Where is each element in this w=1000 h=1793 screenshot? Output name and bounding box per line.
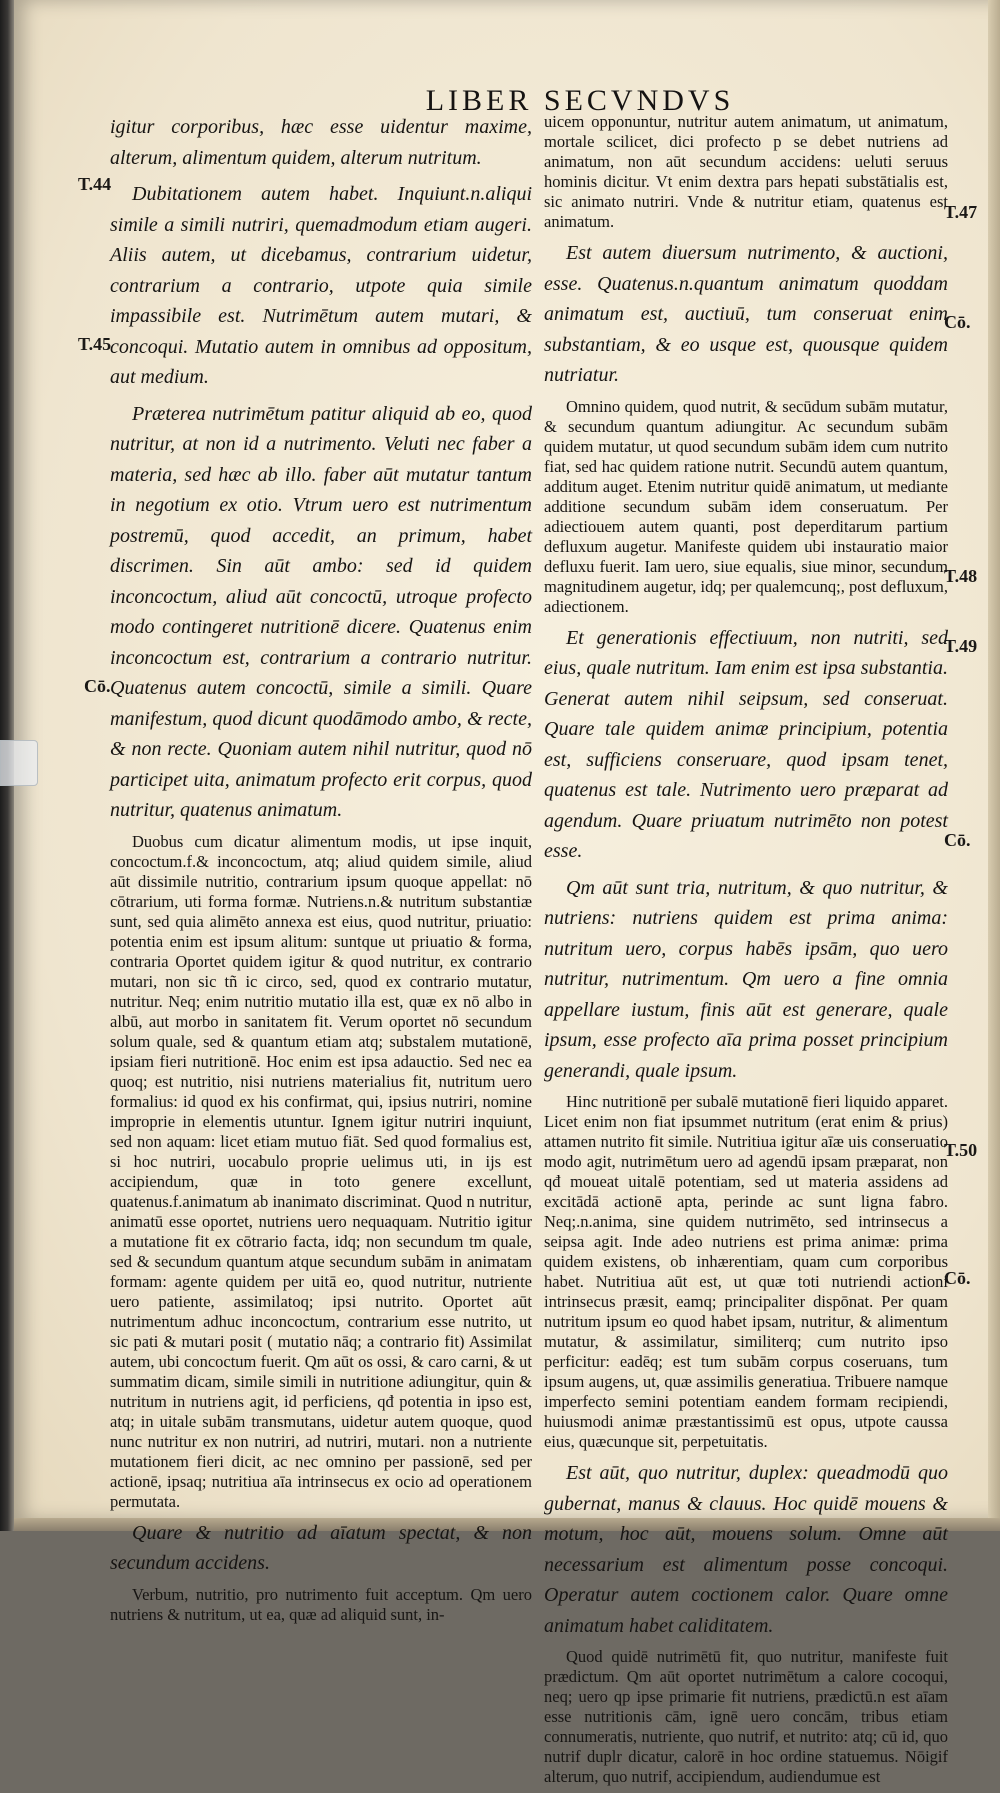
margin-marker: T.44 [78,174,112,194]
text-paragraph: Est aūt, quo nutritur, duplex: queadmodū quo gubernat, manus & clauus. Hoc quidē mouens & motum, hoc aūt, mouens solum. Omne aūt necessarium est alimentum posse concoqui. Operatur autem coctionem calor. Quare omne animatum habet caliditatem. [544,1462,948,1637]
text-paragraph: Qm aūt sunt tria, nutritum, & quo nutritur, & nutriens: nutriens quidem est prima anima: nutritum uero, corpus habēs ipsām, quo uero nutritur, nutrimentum. Qm uero a fine omnia appellare iustum, finis aūt est generare, quale ipsum, esse profecto aīa prima posset principium generandi, quale ipsum. [544,876,948,1082]
margin-marker: Cō. [944,830,971,850]
margin-marker: T.50 [944,1140,978,1160]
text-paragraph: Et generationis effectiuum, non nutriti, sed eius, quale nutritum. Iam enim est ipsa substantia. Generat autem nihil seipsum, sed conseruat. Quare tale quidem animæ principium, potentia est, sufficiens conseruare, quod ipsam tenet, quatenus est tale. Nutrimento uero præparat ad agendum. Quare priuatum nutrimēto non potest esse. [544,626,948,862]
commentary-paragraph: Hinc nutritionē per subalē mutationē fieri liquido apparet. Licet enim non fiat ipsummet nutritum (erat enim & prius) attamen nutrito fit simile. Nutritiua igitur aīæ uis conseruatio modo agit, nutrimētum uero ad agendū ipsam præparat, non qđ moueat uitalē potentiam, sed ut materia assidens ad excitādā actionē apta, perinde ac sunt ligna fabro. Neq;.n.anima, sine quidem nutrimēto, sed intrinsecus a seipsa agit. Inde adeo nutriens est prima animæ: prima quidem existens, ob inhærentiam, quam cum corporibus habet. Nutritiua aūt est, ut quæ toti nutriendi actioni intrinsecus præsit, eamq; principaliter dispōnat. Per quam nutritum ipsum eo quod habet ipsam, nutritur, & alimentum mutatur, & assimilatur, similiterq; cum nutrito ipso perficitur: eadēq; est tum subām corpus coseruans, tum ipsum augens, ut, quæ assimilis generatiua. Tribuere namque imperfecto semini potentiam eandem formam recipiendi, huiusmodi animæ præstantissimū est opus, utpote caussa eius, quæcunque sit, perpetuitatis. [544,1092,948,1451]
commentary-paragraph: Omnino quidem, quod nutrit, & secūdum subām mutatur, & secundum quantum adiungitur. Ac secundum subām quidem mutatur, ut quod secundum subām idem cum nutrito fiat, sed hac quidem ratione nutrit. Secundū autem quantum, additum auget. Etenim nutritur quidē animatum, ut mediante additione secundum subām idem conseruatum. Per adiectiouem autem quanti, post deperditarum partium defluxum augetur. Manifeste quidem ubi instauratio maior defluxu fuerit. Iam uero, siue equalis, siue minor, secundum magnitudinem augetur, idq; per qualemcunq;, post defluxum, adiectionem. [544,396,948,616]
text-paragraph: Est autem diuersum nutrimento, & auctioni, esse. Quatenus.n.quantum animatum quoddam animatum est, auctiuū, tum conseruat enim substantiam, & eo usque est, quousque quidem nutriatur. [544,242,948,386]
margin-marker: Cō. [944,312,971,332]
text-paragraph: Dubitationem autem habet. Inquiunt.n.aliqui simile a simili nutriri, quemadmodum etiam augeri. Aliis autem, ut dicebamus, contrarium uidetur, contrarium a contrario, utpote quia simile impassibile est. Nutrimētum autem mutari, & concoqui. Mutatio autem in omnibus ad oppositum, aut medium. [110,183,532,388]
margin-marker: T.49 [944,636,978,656]
margin-marker: T.45 [78,334,112,354]
page-edge [988,0,1000,1531]
left-column [110,112,532,1631]
text-paragraph: Præterea nutrimētum patitur aliquid ab eo, quod nutritur, at non id a nutrimento. Veluti nec faber a materia, sed hæc ab illo. faber aūt mutatur tantum in negotium ex otio. Vtrum uero est nutrimentum postremū, quod accedit, an primum, habet discrimen. Sin aūt ambo: sed id quidem inconcoctum, aliud aūt concoctū, utroque profecto modo contingeret nutritionē dicere. Quatenus enim inconcoctum est, contrarium a contrario nutritur. Quatenus autem concoctū, simile a simili. Quare manifestum, quod dicunt quodāmodo ambo, & recte, & non recte. Quoniam autem nihil nutritur, quod nō participet uita, animatum profecto erit corpus, quod nutritur, quatenus animatum. [110,402,532,821]
commentary-paragraph: uicem opponuntur, nutritur autem animatum, ut animatum, mortale scilicet, dici profecto p se debet nutriens ad animatum, non aūt secundum accidens: ueluti seruus hominis dicitur. Vt enim dextra pars hepati substātialis est, sic animato nutriri. Vnde & nutritur etiam, quatenus est animatum. [544,112,948,231]
commentary-paragraph: Duobus cum dicatur alimentum modis, ut ipse inquit, concoctum.f.& inconcoctum, atq; aliud quidem simile, aliud aūt dissimile nutritio, contrarium ipsum quoque appellat: nō cōtrarium, uti forma formæ. Nutriens.n.& nutritum substantiæ sunt, sed quia alimēto annexa est eius, quod nutritur, priuatio: potentia enim est ipsum alitum: suntque ut priuatio & forma, contraria Oportet quidem igitur & quod nutritur, ex contrario mutari, non sic tñ ic circo, sed, quod ex contrario mutatur, nutritur. Neq; enim nutritio mutatio illa est, quæ ex nō albo in albū, aut morbo in sanitatem fit. Verum oportet nō secundum solum quale, sed & quantum etiam atq; substalem mutationē, ipsiam fieri nutritionē. Hoc enim est ipsa adauctio. Sed nec ea quoq; est nutritio, nisi nutriens materialius fit, nutritum uero formalius: id quod ex his confirmat, qui, ipsius nutriri, nomine improprie in elementis utuntur. Ignem igitur nutriri inquiunt, sed non aquam: licet etiam mutuo fiāt. Sed quod formalius est, si hoc nutriri, uocabulo proprie uelimus uti, in ijs est accipiendum, quæ in toto genere excellunt, quatenus.f.animatum ab inanimato discriminat. Quod n nutritur, animatū esse oportet, nutriens uero nequaquam. Nutritio igitur a mutatione fit ex cōtrario facta, idq; non secundum tm quale, sed & secundum quantum atque secundum subām in animatam formam: agente quidem per uitā eo, quod nutritur, nutriente uero patiente, assimilatoq; ipsi nutrito. Oportet aūt nutrimentum adhuc inconcoctum, contrarium esse nutrito, ut sic pati & mutari posit ( mutatio nāq; a contrario fit) Assimilat autem, ubi concoctum fuerit. Qm aūt os ossi, & caro carni, & ut summatim dicam, simile simili in nutritione adiungitur, quin & nutritum in nutriens agit, id perficiens, qđ potentia in ipso est, atq; in uitale subām transmutans, uidetur autem quoque, quod nunc nutritur ex non nutriri, ad nutriri, mutari. non a nutriente mutationem fieri dicit, ac nec omnino per passionē, sed per actionē, ipsaq; nutritiua aīa intrinsecus ex ocio ad operationem permutata. [110,831,532,1511]
margin-marker: Cō. [944,1268,971,1288]
commentary-paragraph: Quod quidē nutrimētū fit, quo nutritur, manifeste fuit prædictum. Qm aūt oportet nutrimētum a calore cocoqui, neq; uero qp ipse primarie fit nutriens, prædictū.n est aīam esse nutritionis cām, ignē uero concām, tribus etiam connumeratis, nutriente, quo nutrif, et nutrito: atq; cū id, quo nutrif duplr dicatur, calorē in hoc ordine statuemus. Nōigif alterum, quo nutrif, accipiendum, audiendumue est [544,1647,948,1786]
margin-marker: T.47 [944,202,978,222]
running-header: LIBER SECVNDVS [425,84,735,117]
right-column [544,112,948,1793]
bookmark-tab[interactable] [0,740,38,786]
text-paragraph: igitur corporibus, hæc esse uidentur maxime, alterum, alimentum quidem, alterum nutritum. [110,116,532,169]
text-paragraph: Quare & nutritio ad aīatum spectat, & non secundum accidens. [110,1521,532,1574]
margin-marker: T.48 [944,566,978,586]
commentary-paragraph: Verbum, nutritio, pro nutrimento fuit acceptum. Qm uero nutriens & nutritum, ut ea, quæ ad aliquid sunt, in- [110,1584,532,1624]
margin-marker: Cō. [84,676,111,696]
